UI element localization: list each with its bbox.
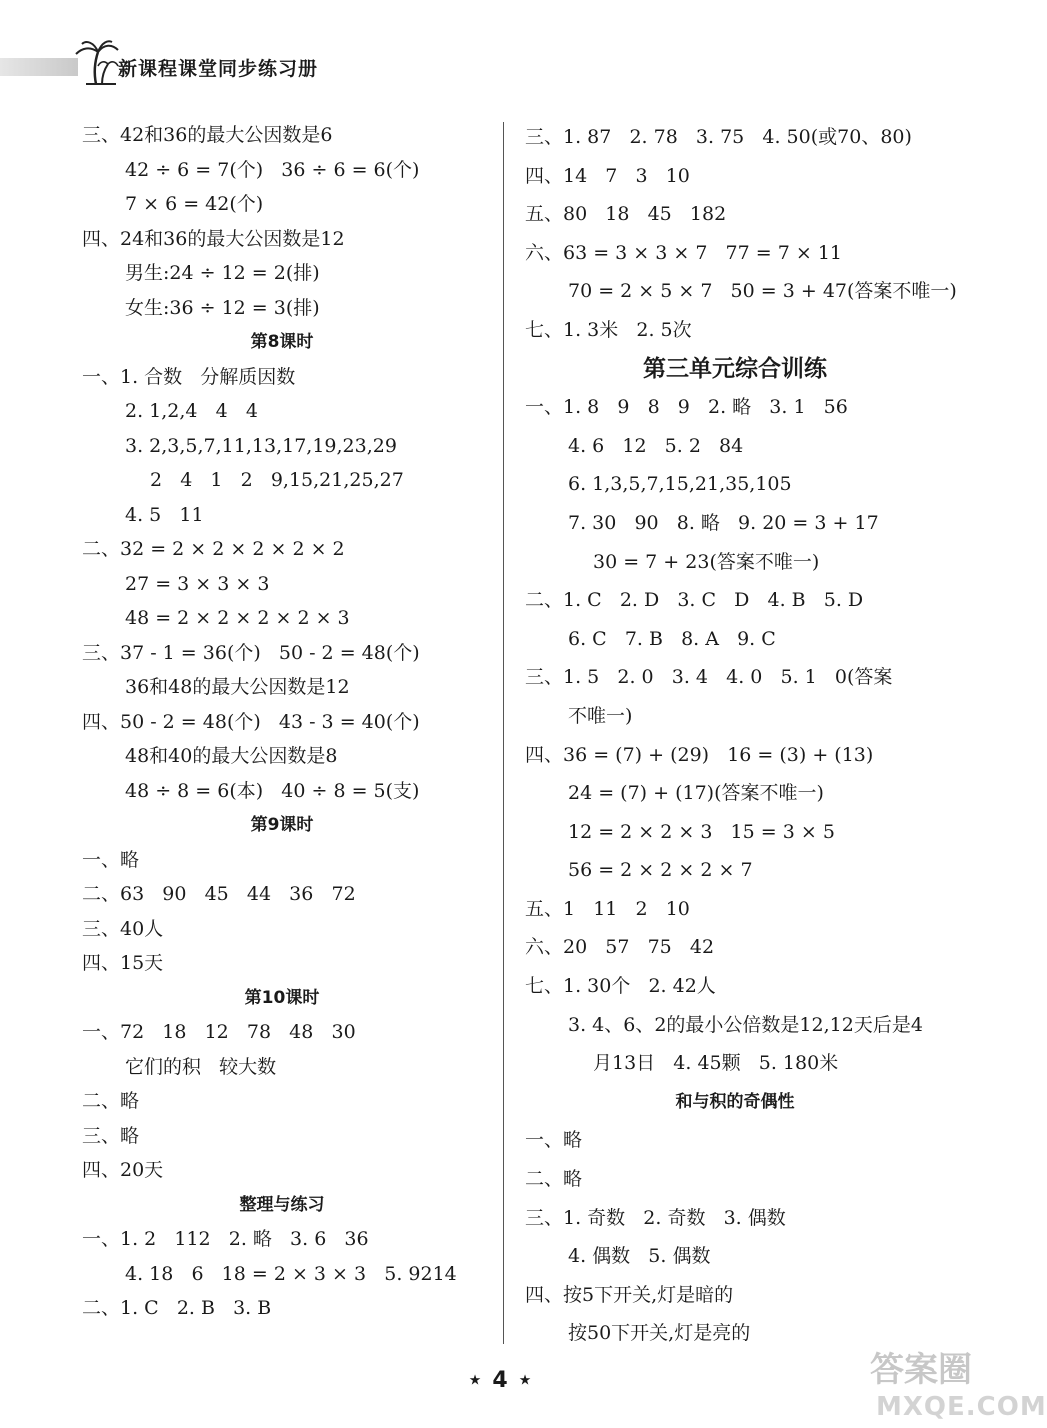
answer-line: 4. 6 12 5. 2 84 (568, 434, 744, 457)
column-divider (503, 122, 504, 1344)
answer-line: 4. 5 11 (125, 503, 204, 526)
answer-line: 七、1. 3米 2. 5次 (525, 318, 692, 341)
answer-line: 一、1. 合数 分解质因数 (82, 365, 296, 388)
answer-line: 6. 1,3,5,7,15,21,35,105 (568, 473, 792, 496)
page-footer (0, 1368, 1000, 1393)
answer-line: 48 ÷ 8 = 6(本) 40 ÷ 8 = 5(支) (125, 779, 420, 802)
answer-line: 三、略 (82, 1124, 140, 1147)
answer-line: 男生:24 ÷ 12 = 2(排) (125, 262, 320, 284)
section-heading: 第10课时 (244, 987, 320, 1008)
left-column (82, 118, 482, 1326)
answer-line: 27 = 3 × 3 × 3 (125, 572, 270, 595)
section-heading: 第三单元综合训练 (643, 355, 827, 382)
answer-line: 70 = 2 × 5 × 7 50 = 3 + 47(答案不唯一) (568, 280, 957, 303)
answer-line: 30 = 7 + 23(答案不唯一) (593, 550, 820, 573)
answer-line: 一、1. 8 9 8 9 2. 略 3. 1 56 (525, 396, 848, 419)
answer-line: 3. 2,3,5,7,11,13,17,19,23,29 (125, 434, 397, 457)
answer-line: 三、1. 87 2. 78 3. 75 4. 50(或70、80) (525, 126, 912, 148)
answer-line: 48和40的最大公因数是8 (125, 745, 338, 767)
answer-line: 二、32 = 2 × 2 × 2 × 2 × 2 (82, 538, 345, 560)
right-column (525, 118, 957, 1353)
answer-line: 月13日 4. 45颗 5. 180米 (593, 1052, 839, 1075)
answer-line: 42 ÷ 6 = 7(个) 36 ÷ 6 = 6(个) (125, 158, 420, 181)
answer-line: 6. C 7. B 8. A 9. C (568, 627, 776, 650)
answer-line: 36和48的最大公因数是12 (125, 676, 350, 698)
answer-line: 56 = 2 × 2 × 2 × 7 (568, 859, 753, 882)
answer-line: 按50下开关,灯是亮的 (568, 1322, 751, 1345)
answer-line: 三、40人 (82, 917, 164, 940)
page-number: 4 (492, 1368, 508, 1393)
answer-line: 48 = 2 × 2 × 2 × 2 × 3 (125, 607, 350, 629)
answer-line: 四、15天 (82, 952, 164, 974)
header-title: 新课程课堂同步练习册 (118, 58, 319, 80)
watermark-site: MXQE.COM (876, 1392, 1047, 1422)
page-header (0, 40, 1000, 90)
answer-line: 不唯一) (568, 704, 633, 727)
answer-line: 一、略 (82, 848, 140, 871)
answer-line: 四、14 7 3 10 (525, 164, 690, 187)
header-decor-bar (0, 58, 78, 76)
answer-line: 六、63 = 3 × 3 × 7 77 = 7 × 11 (525, 241, 842, 264)
section-heading: 第9课时 (250, 815, 314, 835)
answer-line: 五、80 18 45 182 (525, 203, 727, 226)
answer-line: 7 × 6 = 42(个) (125, 193, 264, 215)
watermark (862, 1342, 1047, 1428)
star-icon: ★ (468, 1372, 482, 1389)
section-heading: 第8课时 (250, 332, 314, 352)
answer-line: 四、24和36的最大公因数是12 (82, 227, 345, 250)
answer-line: 三、1. 5 2. 0 3. 4 4. 0 5. 1 0(答案 (525, 666, 893, 689)
answer-line: 六、20 57 75 42 (525, 936, 715, 959)
answer-line: 二、1. C 2. B 3. B (82, 1297, 272, 1319)
answer-line: 四、50 - 2 = 48(个) 43 - 3 = 40(个) (82, 710, 420, 733)
section-heading: 整理与练习 (239, 1194, 325, 1215)
answer-line: 二、略 (525, 1168, 583, 1191)
answer-line: 四、按5下开关,灯是暗的 (525, 1283, 734, 1306)
answer-line: 2 4 1 2 9,15,21,25,27 (150, 469, 404, 491)
answer-line: 四、20天 (82, 1159, 164, 1181)
answer-line: 一、72 18 12 78 48 30 (82, 1021, 356, 1043)
answer-line: 三、1. 奇数 2. 奇数 3. 偶数 (525, 1206, 786, 1229)
answer-line: 4. 18 6 18 = 2 × 3 × 3 5. 9214 (125, 1262, 457, 1285)
answer-line: 三、37 - 1 = 36(个) 50 - 2 = 48(个) (82, 641, 420, 664)
answer-line: 二、略 (82, 1090, 140, 1112)
answer-line: 三、42和36的最大公因数是6 (82, 124, 333, 146)
answer-line: 二、63 90 45 44 36 72 (82, 883, 356, 905)
answer-line: 四、36 = (7) + (29) 16 = (3) + (13) (525, 743, 874, 766)
answer-line: 一、1. 2 112 2. 略 3. 6 36 (82, 1228, 369, 1250)
answer-line: 4. 偶数 5. 偶数 (568, 1245, 711, 1268)
answer-line: 7. 30 90 8. 略 9. 20 = 3 + 17 (568, 511, 879, 534)
answer-line: 五、1 11 2 10 (525, 897, 690, 920)
answer-line: 七、1. 30个 2. 42人 (525, 975, 716, 998)
answer-line: 24 = (7) + (17)(答案不唯一) (568, 782, 824, 805)
answer-line: 二、1. C 2. D 3. C D 4. B 5. D (525, 589, 864, 612)
answer-line: 12 = 2 × 2 × 3 15 = 3 × 5 (568, 820, 835, 843)
answer-line: 3. 4、6、2的最小公倍数是12,12天后是4 (568, 1013, 923, 1036)
watermark-text: 答案圈 (870, 1350, 972, 1390)
answer-line: 2. 1,2,4 4 4 (125, 400, 258, 422)
section-heading: 和与积的奇偶性 (675, 1091, 795, 1112)
answer-line: 一、略 (525, 1129, 583, 1152)
answer-line: 它们的积 较大数 (125, 1055, 277, 1078)
palm-tree-icon (72, 40, 122, 86)
star-icon: ★ (518, 1372, 532, 1389)
answer-line: 女生:36 ÷ 12 = 3(排) (125, 296, 320, 319)
